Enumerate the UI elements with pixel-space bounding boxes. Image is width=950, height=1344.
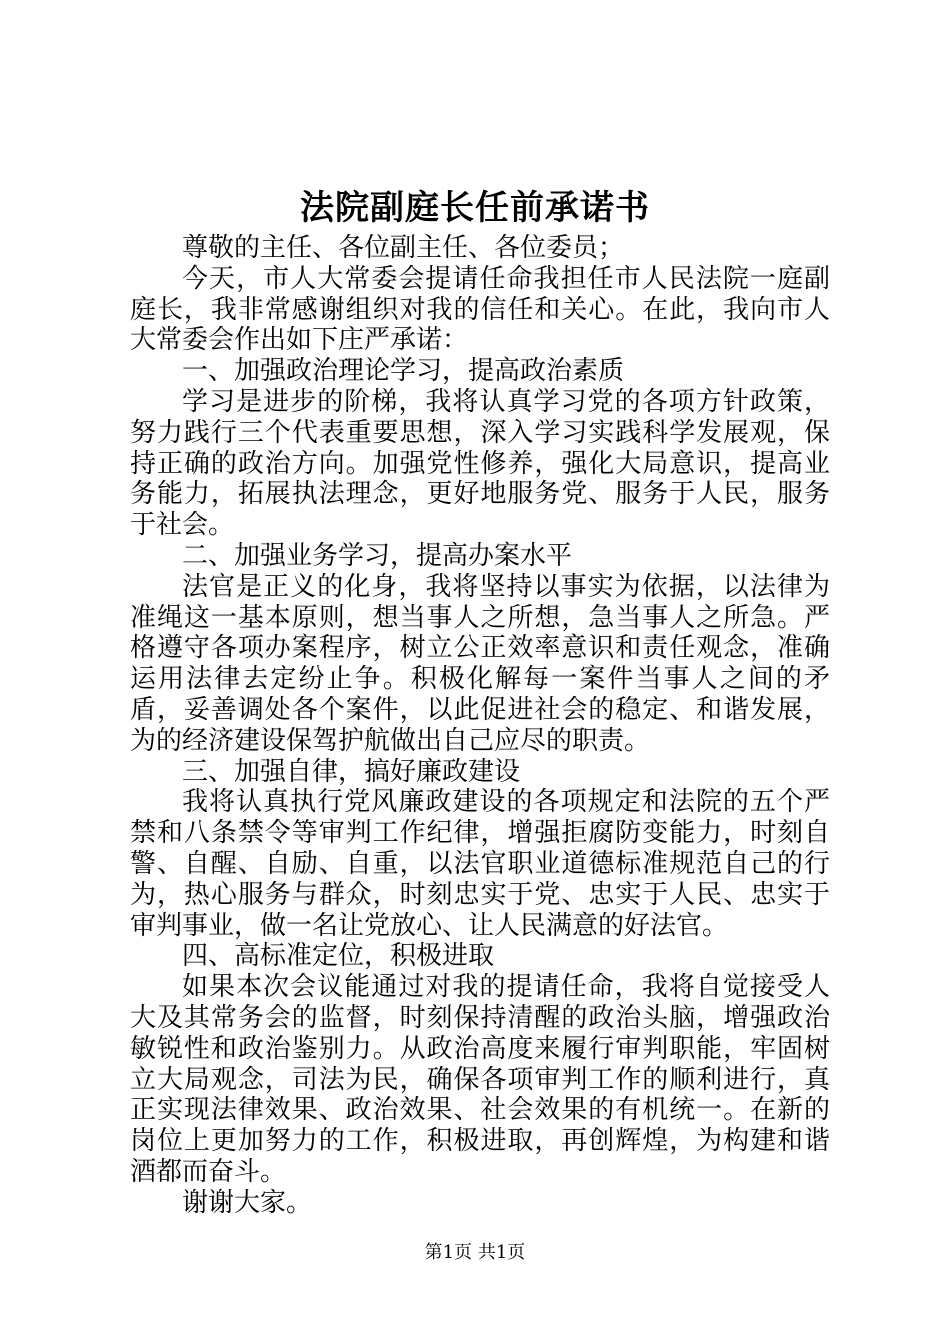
section-body-3: 我将认真执行党风廉政建设的各项规定和法院的五个严禁和八条禁令等审判工作纪律，增强拒腐防变能力，时刻自警、自醒、自励、自重，以法官职业道德标准规范自己的行为，热心服务与群众，时刻忠实于党、忠实于人民、忠实于审判事业，做一名让党放心、让人民满意的好法官。 (130, 787, 830, 941)
section-heading-4: 四、高标准定位，积极进取 (182, 941, 495, 972)
page-footer: 第1页 共1页 (424, 1242, 526, 1263)
section-body-1: 学习是进步的阶梯，我将认真学习党的各项方针政策，努力践行三个代表重要思想，深入学习实践科学发展观，保持正确的政治方向。加强党性修养，强化大局意识，提高业务能力，拓展执法理念，更好地服务党、服务于人民，服务于社会。 (130, 386, 830, 541)
section-heading-1: 一、加强政治理论学习，提高政治素质 (182, 356, 625, 387)
section-heading-3: 三、加强自律，搞好廉政建设 (182, 756, 521, 787)
section-body-4: 如果本次会议能通过对我的提请任命，我将自觉接受人大及其常务会的监督，时刻保持清醒的政治头脑，增强政治敏锐性和政治鉴别力。从政治高度来履行审判职能，牢固树立大局观念，司法为民，确保各项审判工作的顺利进行，真正实现法律效果、政治效果、社会效果的有机统一。在新的岗位上更加努力的工作，积极进取，再创辉煌，为构建和谐酒都而奋斗。 (130, 972, 830, 1187)
intro-paragraph: 今天，市人大常委会提请任命我担任市人民法院一庭副庭长，我非常感谢组织对我的信任和关心。在此，我向市人大常委会作出如下庄严承诺： (130, 263, 830, 356)
section-heading-2: 二、加强业务学习，提高办案水平 (182, 540, 573, 571)
salutation: 尊敬的主任、各位副主任、各位委员； (182, 233, 625, 263)
section-body-2: 法官是正义的化身，我将坚持以事实为依据，以法律为准绳这一基本原则，想当事人之所想，急当事人之所急。严格遵守各项办案程序，树立公正效率意识和责任观念，准确运用法律去定纷止争。积极化解每一案件当事人之间的矛盾，妥善调处各个案件，以此促进社会的稳定、和谐发展，为的经济建设保驾护航做出自己应尽的职责。 (130, 571, 830, 756)
closing-thanks: 谢谢大家。 (182, 1187, 313, 1218)
document-title: 法院副庭长任前承诺书 (300, 188, 650, 228)
document-body (130, 233, 830, 1219)
